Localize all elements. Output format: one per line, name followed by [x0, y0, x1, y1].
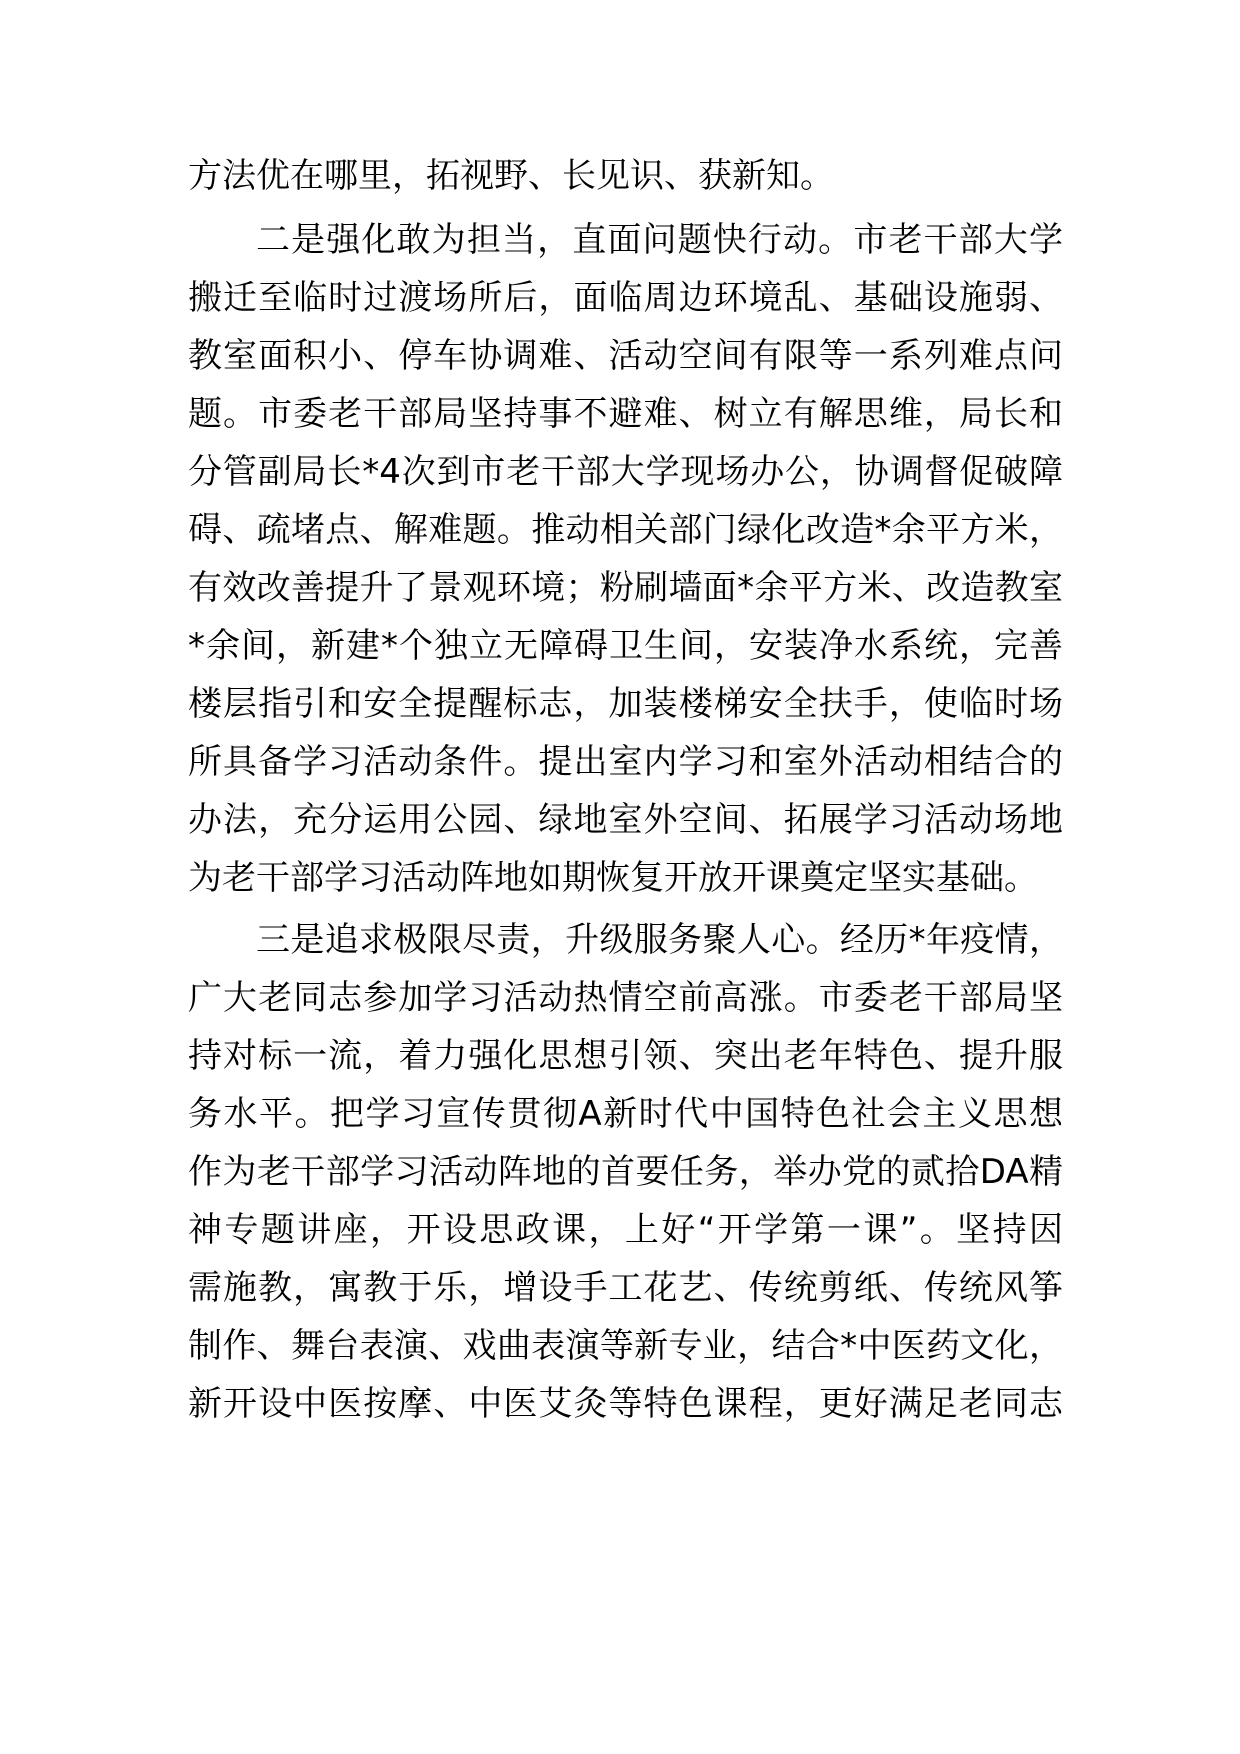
text-line: 题。市委老干部局坚持事不避难、树立有解思维，局长和	[188, 394, 1063, 434]
text-line: 新开设中医按摩、中医艾灸等特色课程，更好满足老同志	[188, 1384, 1063, 1424]
text-line: 楼层指引和安全提醒标志，加装楼梯安全扶手，使临时场	[188, 684, 1063, 724]
text-line: 方法优在哪里，拓视野、长见识、获新知。	[188, 156, 834, 196]
paragraph-start-line: 三是追求极限尽责，升级服务聚人心。经历*年疫情，	[256, 920, 1063, 960]
text-line: 碍、疏堵点、解难题。推动相关部门绿化改造*余平方米，	[188, 510, 1063, 550]
text-line: 搬迁至临时过渡场所后，面临周边环境乱、基础设施弱、	[188, 278, 1063, 318]
text-line: 有效改善提升了景观环境；粉刷墙面*余平方米、改造教室	[188, 568, 1063, 608]
text-line: 需施教，寓教于乐，增设手工花艺、传统剪纸、传统风筝	[188, 1268, 1063, 1308]
text-line: 作为老干部学习活动阵地的首要任务，举办党的贰拾DA精	[188, 1152, 1063, 1192]
text-line: 所具备学习活动条件。提出室内学习和室外活动相结合的	[188, 742, 1063, 782]
text-line: 神专题讲座，开设思政课，上好“开学第一课”。坚持因	[188, 1210, 1063, 1250]
text-line: 务水平。把学习宣传贯彻A新时代中国特色社会主义思想	[188, 1094, 1063, 1134]
text-line: 持对标一流，着力强化思想引领、突出老年特色、提升服	[188, 1036, 1063, 1076]
text-line: 办法，充分运用公园、绿地室外空间、拓展学习活动场地	[188, 800, 1063, 840]
text-line: 广大老同志参加学习活动热情空前高涨。市委老干部局坚	[188, 978, 1063, 1018]
paragraph-start-line: 二是强化敢为担当，直面问题快行动。市老干部大学	[256, 220, 1063, 260]
text-line: 分管副局长*4次到市老干部大学现场办公，协调督促破障	[188, 452, 1063, 492]
text-line: *余间，新建*个独立无障碍卫生间，安装净水系统，完善	[188, 626, 1063, 666]
text-line: 为老干部学习活动阵地如期恢复开放开课奠定坚实基础。	[188, 858, 1038, 898]
text-line: 制作、舞台表演、戏曲表演等新专业，结合*中医药文化，	[188, 1326, 1063, 1366]
text-line: 教室面积小、停车协调难、活动空间有限等一系列难点问	[188, 336, 1063, 376]
